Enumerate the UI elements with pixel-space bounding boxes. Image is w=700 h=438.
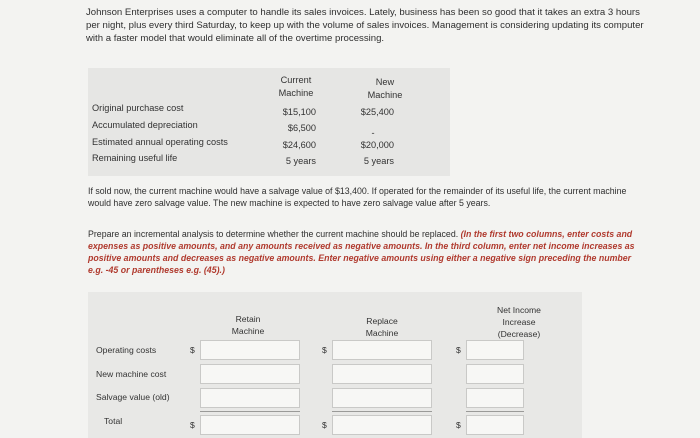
retain-operating-costs-input[interactable]: [200, 340, 300, 360]
current-value: 5 years: [285, 156, 316, 166]
total-rule: [200, 411, 300, 412]
row-label: Salvage value (old): [96, 392, 170, 402]
header-line: (Decrease): [497, 329, 541, 339]
header-line: Machine: [278, 88, 314, 98]
row-label: Remaining useful life: [92, 153, 178, 163]
row-label: Original purchase cost: [92, 103, 184, 113]
net-total-input[interactable]: [466, 415, 524, 435]
header-line: Machine: [365, 328, 399, 338]
header-line: New: [375, 77, 395, 87]
replace-salvage-value-input[interactable]: [332, 388, 432, 408]
dash-mark: -: [371, 128, 375, 138]
new-value: 5 years: [363, 156, 394, 166]
net-new-machine-cost-input[interactable]: [466, 364, 524, 384]
net-operating-costs-input[interactable]: [466, 340, 524, 360]
instructions-text: Prepare an incremental analysis to determine whether the current machine should be replaced.: [88, 229, 459, 239]
replace-new-machine-cost-input[interactable]: [332, 364, 432, 384]
instructions: [88, 228, 638, 276]
total-rule: [332, 411, 432, 412]
header-line: Replace: [366, 316, 398, 326]
problem-intro: Johnson Enterprises uses a computer to handle its sales invoices. Lately, business has been so good that it takes an extra 3 hours per night, plus every third Saturday, to keep up with the volume of sales invoices. Management is considering updating its computer with a faster model that would eliminate all of the overtime processing.: [86, 7, 644, 44]
new-value: $20,000: [360, 140, 394, 150]
row-label: New machine cost: [96, 369, 167, 379]
current-value: $24,600: [282, 140, 316, 150]
retain-new-machine-cost-input[interactable]: [200, 364, 300, 384]
currency-sign: $: [190, 420, 195, 430]
header-line: Increase: [502, 317, 536, 327]
new-machine-header: [350, 76, 420, 102]
salvage-info: If sold now, the current machine would have a salvage value of $13,400. If operated for the remainder of its useful life, the current machine would have zero salvage value. The new machine is expected to have zero salvage value after 5 years.: [88, 186, 627, 208]
row-label: Operating costs: [96, 345, 157, 355]
retain-salvage-value-input[interactable]: [200, 388, 300, 408]
replace-operating-costs-input[interactable]: [332, 340, 432, 360]
currency-sign: $: [190, 345, 195, 355]
row-label: Accumulated depreciation: [92, 120, 198, 130]
retain-header: [218, 313, 278, 337]
header-line: Net Income: [497, 305, 541, 315]
current-value: $15,100: [282, 107, 316, 117]
new-value: $25,400: [360, 107, 394, 117]
currency-sign: $: [322, 345, 327, 355]
header-line: Retain: [235, 314, 261, 324]
header-line: Machine: [231, 326, 265, 336]
incremental-analysis-table: [88, 292, 582, 438]
replace-total-input[interactable]: [332, 415, 432, 435]
row-label: Estimated annual operating costs: [92, 137, 228, 147]
current-value: $6,500: [287, 123, 316, 133]
net-salvage-value-input[interactable]: [466, 388, 524, 408]
total-rule: [466, 411, 524, 412]
header-line: Current: [280, 75, 312, 85]
header-line: Machine: [367, 90, 403, 100]
instructions-emphasis: (In the first two columns, enter costs and expenses as positive amounts, and any amounts received as negative amounts. In the third column, enter net income increases as positive amounts and decreases as negative amounts. Enter negative amounts using either a negative sign preceding the number e.g. -45 or parentheses e.g. (45).): [88, 229, 635, 275]
currency-sign: $: [456, 345, 461, 355]
net-income-header: [484, 304, 554, 340]
currency-sign: $: [456, 420, 461, 430]
currency-sign: $: [322, 420, 327, 430]
retain-total-input[interactable]: [200, 415, 300, 435]
machine-comparison-table: [88, 68, 450, 176]
current-machine-header: [266, 74, 326, 100]
replace-header: [352, 315, 412, 339]
row-label: Total: [104, 416, 123, 426]
